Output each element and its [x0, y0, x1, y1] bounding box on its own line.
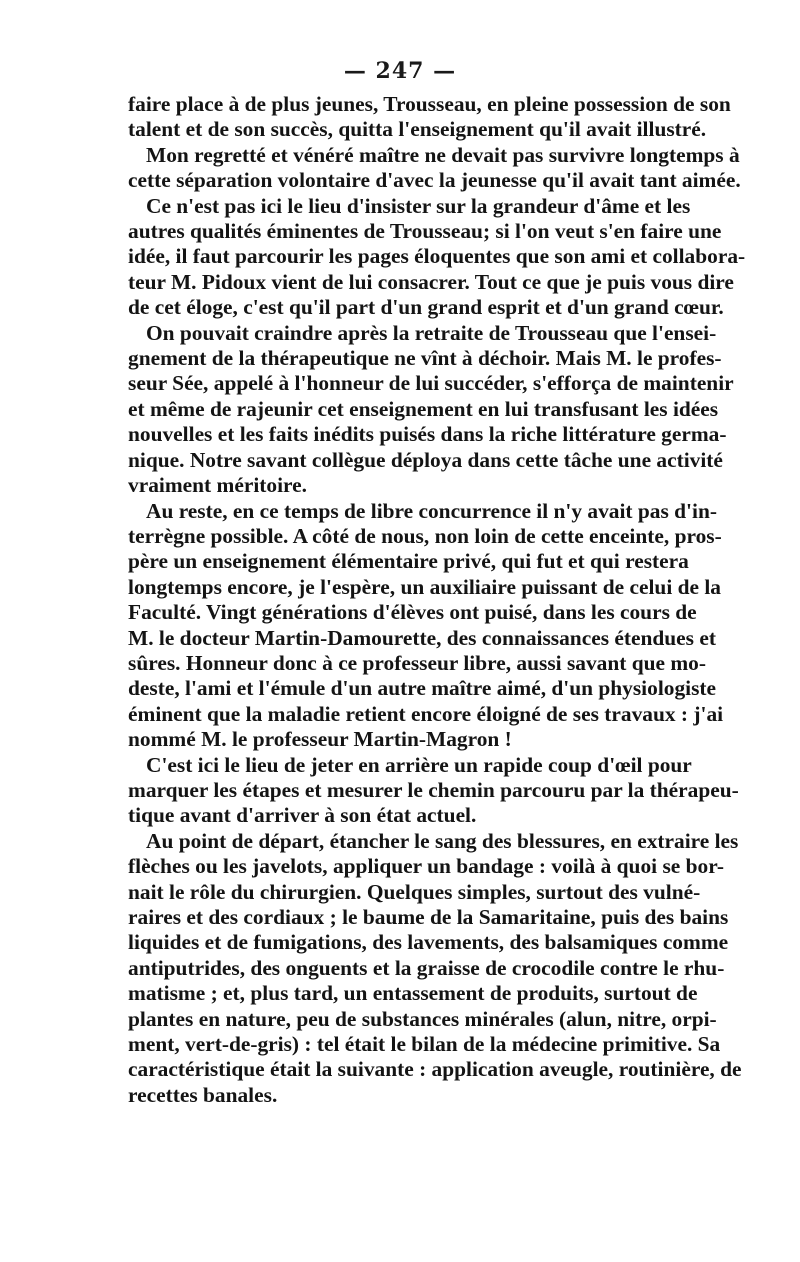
text-line: talent et de son succès, quitta l'enseignement qu'il avait illustré.: [128, 117, 707, 142]
page-number: — 247 —: [343, 58, 457, 84]
text-line: faire place à de plus jeunes, Trousseau, en pleine possession de son: [128, 92, 731, 116]
text-line: plantes en nature, peu de substances minérales (alun, nitre, orpi-: [128, 1006, 717, 1031]
text-line: terrègne possible. A côté de nous, non loin de cette enceinte, pros-: [128, 523, 722, 548]
text-line: Faculté. Vingt générations d'élèves ont puisé, dans les cours de: [128, 600, 697, 625]
text-line: père un enseignement élémentaire privé, qui fut et qui restera: [128, 549, 689, 574]
text-line: caractéristique était la suivante : application aveugle, routinière, de: [128, 1057, 742, 1082]
text-line: liquides et de fumigations, des lavements, des balsamiques comme: [128, 930, 729, 955]
text-line: matisme ; et, plus tard, un entassement de produits, surtout de: [128, 981, 698, 1006]
text-line: vraiment méritoire.: [128, 473, 307, 498]
text-line: éminent que la maladie retient encore éloigné de ses travaux : j'ai: [128, 701, 724, 726]
text-line: nique. Notre savant collègue déploya dans cette tâche une activité: [128, 447, 723, 472]
text-line: nommé M. le professeur Martin-Magron !: [128, 727, 512, 752]
text-line: et même de rajeunir cet enseignement en lui transfusant les idées: [128, 396, 719, 421]
text-line: cette séparation volontaire d'avec la jeunesse qu'il avait tant aimée.: [128, 168, 741, 193]
text-line: sûres. Honneur donc à ce professeur libre, aussi savant que mo-: [128, 650, 706, 675]
text-line: recettes banales.: [128, 1082, 278, 1107]
text-line: idée, il faut parcourir les pages éloquentes que son ami et collabora-: [128, 244, 746, 269]
text-line: flèches ou les javelots, appliquer un bandage : voilà à quoi se bor-: [128, 854, 725, 879]
text-line: M. le docteur Martin-Damourette, des connaissances étendues et: [128, 625, 716, 650]
text-line: Au reste, en ce temps de libre concurrence il n'y avait pas d'in-: [146, 498, 717, 523]
text-line: Au point de départ, étancher le sang des blessures, en extraire les: [146, 828, 739, 853]
text-line: raires et des cordiaux ; le baume de la Samaritaine, puis des bains: [128, 905, 729, 929]
text-line: de cet éloge, c'est qu'il part d'un grand esprit et d'un grand cœur.: [128, 295, 724, 320]
text-line: tique avant d'arriver à son état actuel.: [128, 803, 477, 828]
text-line: antiputrides, des onguents et la graisse de crocodile contre le rhu-: [128, 955, 725, 980]
text-line: autres qualités éminentes de Trousseau; si l'on veut s'en faire une: [128, 219, 722, 244]
text-line: C'est ici le lieu de jeter en arrière un rapide coup d'œil pour: [146, 752, 692, 777]
body-text: [128, 92, 746, 1108]
text-line: On pouvait craindre après la retraite de Trousseau que l'ensei-: [146, 320, 717, 345]
text-line: nouvelles et les faits inédits puisés dans la riche littérature germa-: [128, 422, 727, 447]
text-line: marquer les étapes et mesurer le chemin parcouru par la thérapeu-: [128, 777, 739, 802]
text-line: Mon regretté et vénéré maître ne devait pas survivre longtemps à: [146, 142, 740, 167]
text-line: Ce n'est pas ici le lieu d'insister sur la grandeur d'âme et les: [146, 193, 691, 218]
text-line: deste, l'ami et l'émule d'un autre maître aimé, d'un physiologiste: [128, 676, 717, 701]
text-line: teur M. Pidoux vient de lui consacrer. Tout ce que je puis vous dire: [128, 269, 734, 294]
text-line: seur Sée, appelé à l'honneur de lui succéder, s'efforça de maintenir: [128, 371, 734, 396]
text-line: nait le rôle du chirurgien. Quelques simples, surtout des vulné-: [128, 879, 701, 904]
text-line: ment, vert-de-gris) : tel était le bilan de la médecine primitive. Sa: [128, 1032, 721, 1057]
text-line: gnement de la thérapeutique ne vînt à déchoir. Mais M. le profes-: [128, 346, 722, 371]
text-line: longtemps encore, je l'espère, un auxiliaire puissant de celui de la: [128, 574, 721, 599]
